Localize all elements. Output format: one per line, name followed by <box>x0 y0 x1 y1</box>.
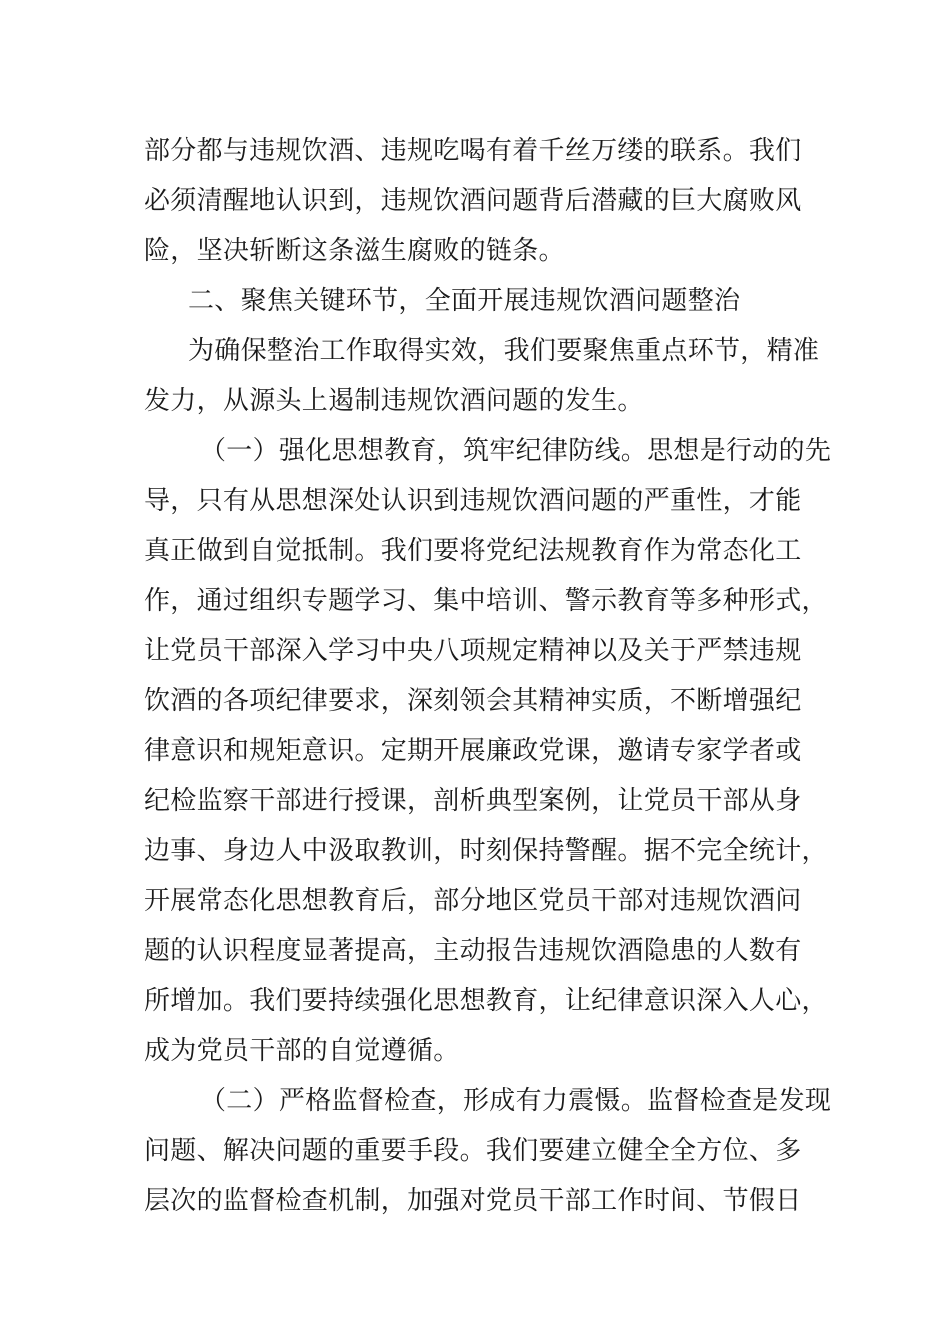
text-line: 真正做到自觉抵制。我们要将党纪法规教育作为常态化工 <box>144 536 802 566</box>
text-line: 纪检监察干部进行授课，剖析典型案例，让党员干部从身 <box>144 786 802 816</box>
section-heading: 二、聚焦关键环节，全面开展违规饮酒问题整治 <box>188 286 741 316</box>
text-line: 让党员干部深入学习中央八项规定精神以及关于严禁违规 <box>144 636 802 666</box>
text-line: 边事、身边人中汲取教训，时刻保持警醒。据不完全统计， <box>144 836 828 866</box>
text-line: 开展常态化思想教育后，部分地区党员干部对违规饮酒问 <box>144 886 802 916</box>
text-line: 作，通过组织专题学习、集中培训、警示教育等多种形式， <box>144 586 828 616</box>
text-line: 为确保整治工作取得实效，我们要聚焦重点环节，精准 <box>188 336 820 366</box>
text-line: 必须清醒地认识到，违规饮酒问题背后潜藏的巨大腐败风 <box>144 186 802 216</box>
text-line: 发力，从源头上遏制违规饮酒问题的发生。 <box>144 386 644 416</box>
text-line: 部分都与违规饮酒、违规吃喝有着千丝万缕的联系。我们 <box>144 136 802 166</box>
text-line: 饮酒的各项纪律要求，深刻领会其精神实质，不断增强纪 <box>144 686 802 716</box>
text-line: 成为党员干部的自觉遵循。 <box>144 1036 460 1066</box>
text-line: 律意识和规矩意识。定期开展廉政党课，邀请专家学者或 <box>144 736 802 766</box>
document-body <box>144 126 832 1226</box>
text-line: 问题、解决问题的重要手段。我们要建立健全全方位、多 <box>144 1136 802 1166</box>
text-line: 险，坚决斩断这条滋生腐败的链条。 <box>144 236 565 266</box>
subsection-heading-line: （一）强化思想教育，筑牢纪律防线。思想是行动的先 <box>200 436 832 466</box>
text-line: 所增加。我们要持续强化思想教育，让纪律意识深入人心， <box>144 986 828 1016</box>
text-line: 导，只有从思想深处认识到违规饮酒问题的严重性，才能 <box>144 486 802 516</box>
text-line: 题的认识程度显著提高，主动报告违规饮酒隐患的人数有 <box>144 936 802 966</box>
text-line: 层次的监督检查机制，加强对党员干部工作时间、节假日 <box>144 1186 802 1216</box>
subsection-heading-line: （二）严格监督检查，形成有力震慑。监督检查是发现 <box>200 1086 832 1116</box>
